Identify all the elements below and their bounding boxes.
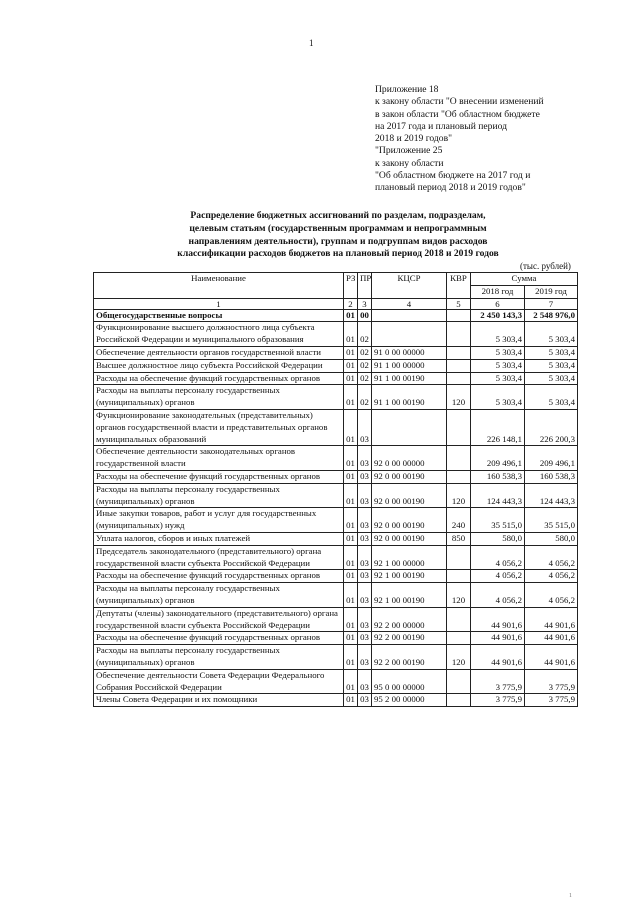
row-name: Функционирование высшего должностного лица субъекта Российской Федерации и муниципального образования (94, 322, 344, 347)
row-kcsr: 92 0 00 00190 (372, 508, 447, 533)
row-name: Члены Совета Федерации и их помощники (94, 694, 344, 707)
row-value-2018: 226 148,1 (471, 409, 525, 445)
row-kvr (447, 607, 471, 632)
row-rz: 01 (344, 309, 358, 322)
col-header-2019: 2019 год (525, 285, 578, 298)
row-kcsr: 92 2 00 00000 (372, 607, 447, 632)
row-rz: 01 (344, 359, 358, 372)
row-kvr (447, 372, 471, 385)
row-kvr (447, 309, 471, 322)
row-pr: 02 (358, 372, 372, 385)
row-kvr (447, 446, 471, 471)
row-rz: 01 (344, 607, 358, 632)
row-kvr (447, 570, 471, 583)
row-pr: 02 (358, 346, 372, 359)
appendix-note (375, 84, 625, 195)
document-title (150, 210, 526, 261)
row-pr: 02 (358, 359, 372, 372)
row-kvr (447, 545, 471, 570)
row-kcsr: 91 1 00 00190 (372, 385, 447, 410)
row-rz: 01 (344, 669, 358, 694)
appendix-line: плановый период 2018 и 2019 годов" (375, 182, 526, 194)
table-row (94, 470, 578, 483)
row-value-2019: 44 901,6 (525, 632, 578, 645)
row-rz: 01 (344, 645, 358, 670)
row-name: Функционирование законодательных (представительных) органов государственной власти и представительных органов муниципальных образований (94, 409, 344, 445)
row-kcsr: 92 1 00 00190 (372, 570, 447, 583)
row-rz: 01 (344, 483, 358, 508)
table-row (94, 583, 578, 608)
row-name: Общегосударственные вопросы (94, 309, 344, 322)
appendix-line: "Об областном бюджете на 2017 год и (375, 170, 531, 182)
row-pr: 02 (358, 322, 372, 347)
table-row (94, 446, 578, 471)
appendix-line: "Приложение 25 (375, 145, 443, 157)
row-kvr (447, 669, 471, 694)
appendix-line: к закону области (375, 157, 444, 169)
row-value-2019: 44 901,6 (525, 607, 578, 632)
table-row (94, 545, 578, 570)
row-value-2019: 226 200,3 (525, 409, 578, 445)
row-name: Иные закупки товаров, работ и услуг для государственных (муниципальных) нужд (94, 508, 344, 533)
row-kcsr: 91 0 00 00000 (372, 346, 447, 359)
row-pr: 03 (358, 508, 372, 533)
row-kvr: 240 (447, 508, 471, 533)
row-value-2018: 4 056,2 (471, 583, 525, 608)
row-name: Расходы на выплаты персоналу государственных (муниципальных) органов (94, 385, 344, 410)
row-value-2018: 4 056,2 (471, 570, 525, 583)
row-rz: 01 (344, 346, 358, 359)
budget-table (93, 272, 578, 707)
row-kcsr: 95 2 00 00000 (372, 694, 447, 707)
table-row (94, 508, 578, 533)
title-line: классификации расходов бюджетов на плановый период 2018 и 2019 годов (177, 248, 499, 260)
row-name: Председатель законодательного (представительного) органа государственной власти субъекта Российской Федерации (94, 545, 344, 570)
row-value-2018: 3 775,9 (471, 669, 525, 694)
appendix-line: в закон области "Об областном бюджете (375, 108, 540, 120)
row-value-2019: 5 303,4 (525, 372, 578, 385)
row-pr: 03 (358, 632, 372, 645)
row-rz: 01 (344, 446, 358, 471)
row-rz: 01 (344, 508, 358, 533)
col-number: 5 (447, 298, 471, 309)
row-value-2018: 5 303,4 (471, 359, 525, 372)
row-value-2018: 3 775,9 (471, 694, 525, 707)
row-kvr (447, 470, 471, 483)
row-value-2019: 4 056,2 (525, 545, 578, 570)
row-kvr: 850 (447, 532, 471, 545)
table-row (94, 483, 578, 508)
row-value-2018: 5 303,4 (471, 346, 525, 359)
header-row (94, 273, 578, 286)
row-rz: 01 (344, 532, 358, 545)
row-kvr: 120 (447, 583, 471, 608)
row-pr: 03 (358, 694, 372, 707)
table-row (94, 409, 578, 445)
row-value-2019: 5 303,4 (525, 322, 578, 347)
col-number: 4 (372, 298, 447, 309)
row-value-2019: 160 538,3 (525, 470, 578, 483)
row-kcsr: 92 0 00 00000 (372, 446, 447, 471)
row-rz: 01 (344, 470, 358, 483)
col-header-pr: ПР (358, 273, 372, 299)
row-value-2018: 44 901,6 (471, 632, 525, 645)
row-rz: 01 (344, 545, 358, 570)
row-kvr (447, 359, 471, 372)
row-kcsr (372, 309, 447, 322)
row-kcsr: 95 0 00 00000 (372, 669, 447, 694)
row-name: Расходы на выплаты персоналу государственных (муниципальных) органов (94, 483, 344, 508)
row-pr: 03 (358, 545, 372, 570)
row-rz: 01 (344, 372, 358, 385)
row-name: Расходы на обеспечение функций государственных органов (94, 470, 344, 483)
appendix-line: 2018 и 2019 годов" (375, 133, 453, 145)
table-row (94, 322, 578, 347)
table-row (94, 694, 578, 707)
table-row (94, 645, 578, 670)
row-rz: 01 (344, 570, 358, 583)
table-row (94, 359, 578, 372)
row-value-2018: 580,0 (471, 532, 525, 545)
row-kvr (447, 409, 471, 445)
row-kvr: 120 (447, 483, 471, 508)
row-value-2019: 5 303,4 (525, 385, 578, 410)
title-line: направлениям деятельности), группам и подгруппам видов расходов (188, 235, 488, 247)
row-name: Расходы на обеспечение функций государственных органов (94, 372, 344, 385)
row-name: Расходы на выплаты персоналу государственных (муниципальных) органов (94, 583, 344, 608)
row-name: Обеспечение деятельности законодательных органов государственной власти (94, 446, 344, 471)
row-value-2019: 3 775,9 (525, 694, 578, 707)
col-header-sum: Сумма (471, 273, 578, 286)
row-pr: 03 (358, 532, 372, 545)
row-kcsr: 92 0 00 00190 (372, 470, 447, 483)
row-value-2019: 4 056,2 (525, 583, 578, 608)
row-kvr: 120 (447, 645, 471, 670)
table-row (94, 385, 578, 410)
row-kcsr: 91 1 00 00000 (372, 359, 447, 372)
table-row (94, 309, 578, 322)
col-header-kvr: КВР (447, 273, 471, 299)
row-rz: 01 (344, 322, 358, 347)
table-row (94, 669, 578, 694)
row-value-2019: 35 515,0 (525, 508, 578, 533)
appendix-line: Приложение 18 (375, 84, 439, 95)
table-row (94, 570, 578, 583)
row-kvr (447, 346, 471, 359)
row-name: Обеспечение деятельности Совета Федерации Федерального Собрания Российской Федерации (94, 669, 344, 694)
row-value-2019: 124 443,3 (525, 483, 578, 508)
row-value-2018: 160 538,3 (471, 470, 525, 483)
row-value-2019: 4 056,2 (525, 570, 578, 583)
row-value-2018: 35 515,0 (471, 508, 525, 533)
row-name: Обеспечение деятельности органов государственной власти (94, 346, 344, 359)
footer-mark: 1 (569, 893, 572, 899)
col-number: 2 (344, 298, 358, 309)
title-line: Распределение бюджетных ассигнований по разделам, подразделам, (190, 210, 486, 221)
row-rz: 01 (344, 385, 358, 410)
table-row (94, 532, 578, 545)
row-value-2018: 44 901,6 (471, 607, 525, 632)
col-header-kcsr: КЦСР (372, 273, 447, 299)
row-name: Высшее должностное лицо субъекта Российской Федерации (94, 359, 344, 372)
row-pr: 03 (358, 483, 372, 508)
row-rz: 01 (344, 583, 358, 608)
table-row (94, 372, 578, 385)
row-kvr (447, 694, 471, 707)
row-pr: 03 (358, 446, 372, 471)
row-kcsr: 91 1 00 00190 (372, 372, 447, 385)
row-name: Депутаты (члены) законодательного (представительного) органа государственной власти субъекта Российской Федерации (94, 607, 344, 632)
row-rz: 01 (344, 694, 358, 707)
row-kvr: 120 (447, 385, 471, 410)
row-name: Расходы на обеспечение функций государственных органов (94, 632, 344, 645)
title-line: целевым статьям (государственным программам и непрограммным (189, 222, 487, 234)
column-number-row (94, 298, 578, 309)
row-value-2019: 5 303,4 (525, 359, 578, 372)
row-pr: 03 (358, 583, 372, 608)
appendix-line: на 2017 года и плановый период (375, 120, 508, 132)
row-value-2019: 2 548 976,0 (525, 309, 578, 322)
row-kcsr: 92 2 00 00190 (372, 632, 447, 645)
row-value-2018: 44 901,6 (471, 645, 525, 670)
row-value-2018: 5 303,4 (471, 372, 525, 385)
col-number: 1 (94, 298, 344, 309)
row-value-2019: 3 775,9 (525, 669, 578, 694)
page-number: 1 (309, 38, 314, 48)
row-pr: 03 (358, 470, 372, 483)
row-value-2019: 5 303,4 (525, 346, 578, 359)
row-kcsr (372, 322, 447, 347)
row-pr: 03 (358, 570, 372, 583)
col-header-name: Наименование (94, 273, 344, 299)
row-value-2019: 44 901,6 (525, 645, 578, 670)
row-value-2018: 4 056,2 (471, 545, 525, 570)
unit-label: (тыс. рублей) (520, 261, 571, 271)
row-value-2018: 5 303,4 (471, 385, 525, 410)
table-row (94, 607, 578, 632)
row-kcsr: 92 2 00 00190 (372, 645, 447, 670)
row-rz: 01 (344, 632, 358, 645)
row-value-2018: 124 443,3 (471, 483, 525, 508)
row-value-2019: 209 496,1 (525, 446, 578, 471)
appendix-line: к закону области "О внесении изменений (375, 96, 544, 108)
row-pr: 03 (358, 409, 372, 445)
row-kvr (447, 632, 471, 645)
row-pr: 03 (358, 607, 372, 632)
row-name: Расходы на обеспечение функций государственных органов (94, 570, 344, 583)
row-kcsr: 92 0 00 00190 (372, 483, 447, 508)
table-row (94, 346, 578, 359)
row-pr: 00 (358, 309, 372, 322)
row-kvr (447, 322, 471, 347)
row-value-2019: 580,0 (525, 532, 578, 545)
row-value-2018: 2 450 143,3 (471, 309, 525, 322)
col-number: 6 (471, 298, 525, 309)
row-pr: 02 (358, 385, 372, 410)
col-number: 7 (525, 298, 578, 309)
col-number: 3 (358, 298, 372, 309)
col-header-rz: РЗ (344, 273, 358, 299)
row-rz: 01 (344, 409, 358, 445)
col-header-2018: 2018 год (471, 285, 525, 298)
row-kcsr: 92 0 00 00190 (372, 532, 447, 545)
row-kcsr: 92 1 00 00190 (372, 583, 447, 608)
table-row (94, 632, 578, 645)
row-name: Расходы на выплаты персоналу государственных (муниципальных) органов (94, 645, 344, 670)
row-pr: 03 (358, 645, 372, 670)
row-value-2018: 5 303,4 (471, 322, 525, 347)
row-value-2018: 209 496,1 (471, 446, 525, 471)
row-name: Уплата налогов, сборов и иных платежей (94, 532, 344, 545)
row-pr: 03 (358, 669, 372, 694)
row-kcsr (372, 409, 447, 445)
row-kcsr: 92 1 00 00000 (372, 545, 447, 570)
